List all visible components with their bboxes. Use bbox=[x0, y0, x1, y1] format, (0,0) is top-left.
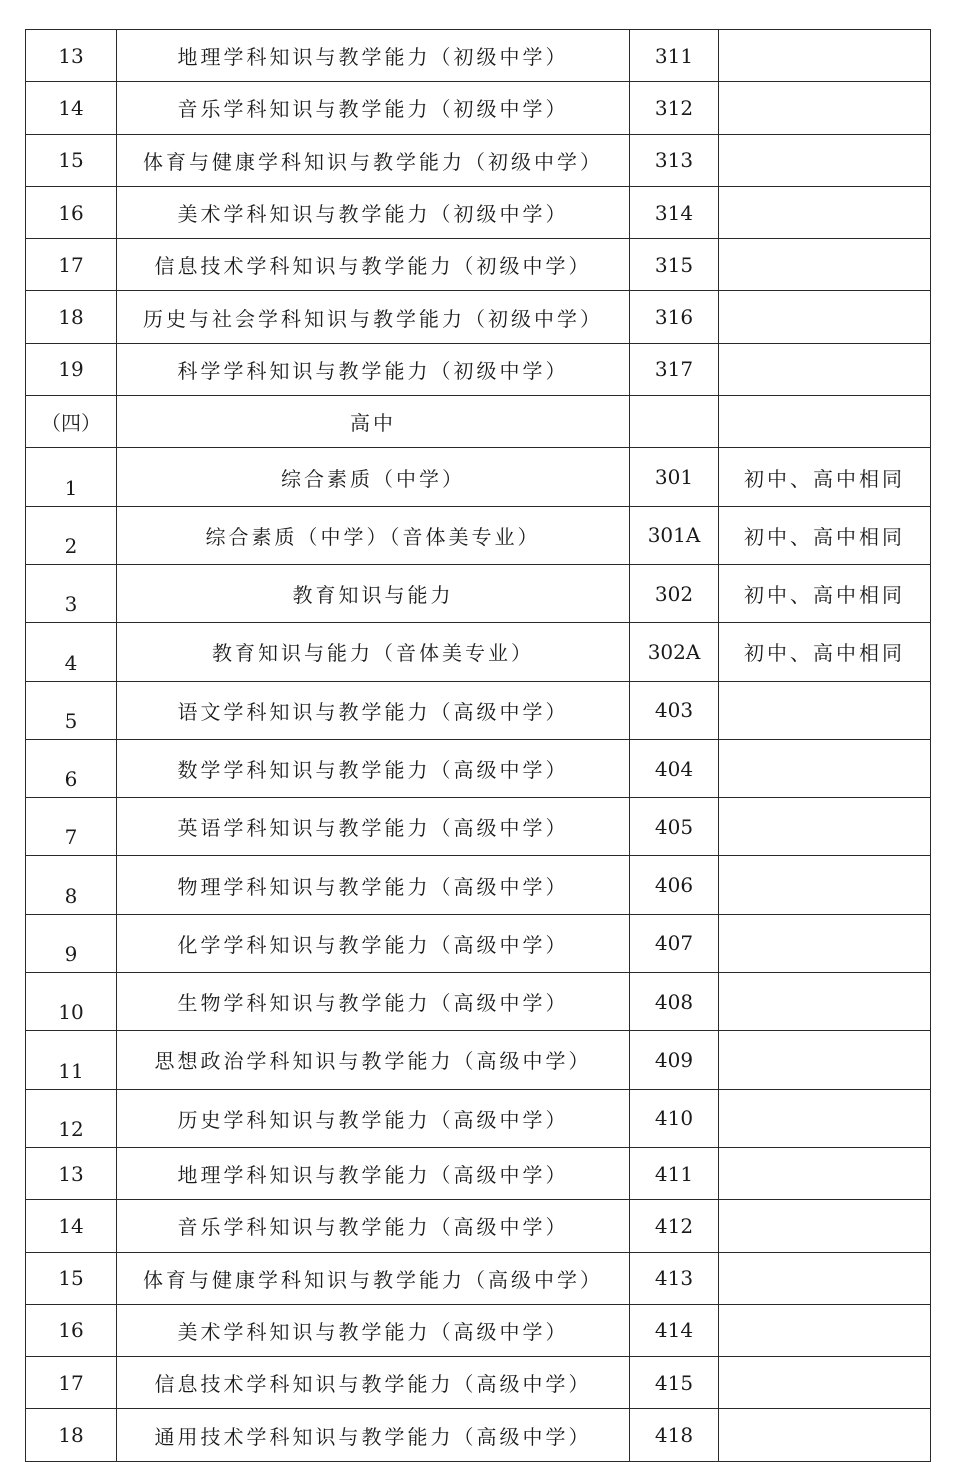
row-number: 7 bbox=[26, 798, 117, 856]
subject-name: 美术学科知识与教学能力（初级中学） bbox=[117, 186, 630, 238]
table-row bbox=[26, 973, 931, 1031]
remark: 初中、高中相同 bbox=[719, 448, 931, 506]
remark bbox=[719, 239, 931, 291]
table-row bbox=[26, 82, 931, 134]
subject-code: 418 bbox=[630, 1409, 719, 1461]
remark bbox=[719, 30, 931, 82]
subject-name: 科学学科知识与教学能力（初级中学） bbox=[117, 343, 630, 395]
remark bbox=[719, 1357, 931, 1409]
row-number: 2 bbox=[26, 506, 117, 564]
remark bbox=[719, 1304, 931, 1356]
row-number: 13 bbox=[26, 1147, 117, 1199]
table-row bbox=[26, 134, 931, 186]
subject-code: 409 bbox=[630, 1031, 719, 1089]
subject-code: 302A bbox=[630, 623, 719, 681]
table-row bbox=[26, 914, 931, 972]
subject-name: 英语学科知识与教学能力（高级中学） bbox=[117, 798, 630, 856]
table-row bbox=[26, 1147, 931, 1199]
remark bbox=[719, 739, 931, 797]
remark bbox=[719, 82, 931, 134]
row-number: 16 bbox=[26, 1304, 117, 1356]
row-number: 14 bbox=[26, 82, 117, 134]
row-number: 1 bbox=[26, 448, 117, 506]
subject-code: 301 bbox=[630, 448, 719, 506]
subject-name: 思想政治学科知识与教学能力（高级中学） bbox=[117, 1031, 630, 1089]
table-row bbox=[26, 1409, 931, 1461]
subject-name: 美术学科知识与教学能力（高级中学） bbox=[117, 1304, 630, 1356]
row-number: （四） bbox=[26, 396, 117, 448]
subject-code: 406 bbox=[630, 856, 719, 914]
table-row bbox=[26, 1200, 931, 1252]
remark bbox=[719, 856, 931, 914]
remark bbox=[719, 1147, 931, 1199]
subject-name: 体育与健康学科知识与教学能力（初级中学） bbox=[117, 134, 630, 186]
subject-code bbox=[630, 396, 719, 448]
subject-name: 教育知识与能力（音体美专业） bbox=[117, 623, 630, 681]
row-number: 4 bbox=[26, 623, 117, 681]
remark bbox=[719, 1089, 931, 1147]
subject-name: 语文学科知识与教学能力（高级中学） bbox=[117, 681, 630, 739]
remark bbox=[719, 681, 931, 739]
row-number: 16 bbox=[26, 186, 117, 238]
remark bbox=[719, 1252, 931, 1304]
subject-code: 415 bbox=[630, 1357, 719, 1409]
row-number: 6 bbox=[26, 739, 117, 797]
subject-code: 316 bbox=[630, 291, 719, 343]
table-row bbox=[26, 623, 931, 681]
remark bbox=[719, 973, 931, 1031]
subject-code: 411 bbox=[630, 1147, 719, 1199]
row-number: 19 bbox=[26, 343, 117, 395]
table-row bbox=[26, 30, 931, 82]
subject-name: 教育知识与能力 bbox=[117, 564, 630, 622]
subject-code: 315 bbox=[630, 239, 719, 291]
subject-name: 综合素质（中学）（音体美专业） bbox=[117, 506, 630, 564]
table-row bbox=[26, 1357, 931, 1409]
exam-subject-table bbox=[25, 29, 931, 1462]
subject-code: 405 bbox=[630, 798, 719, 856]
table-row bbox=[26, 681, 931, 739]
remark: 初中、高中相同 bbox=[719, 564, 931, 622]
row-number: 10 bbox=[26, 973, 117, 1031]
subject-name: 化学学科知识与教学能力（高级中学） bbox=[117, 914, 630, 972]
subject-name: 信息技术学科知识与教学能力（初级中学） bbox=[117, 239, 630, 291]
table-row bbox=[26, 564, 931, 622]
table-row bbox=[26, 1304, 931, 1356]
row-number: 12 bbox=[26, 1089, 117, 1147]
subject-name: 历史学科知识与教学能力（高级中学） bbox=[117, 1089, 630, 1147]
remark bbox=[719, 343, 931, 395]
subject-code: 314 bbox=[630, 186, 719, 238]
table-row bbox=[26, 448, 931, 506]
subject-code: 408 bbox=[630, 973, 719, 1031]
table-row bbox=[26, 739, 931, 797]
subject-code: 301A bbox=[630, 506, 719, 564]
row-number: 9 bbox=[26, 914, 117, 972]
table-row bbox=[26, 291, 931, 343]
subject-code: 317 bbox=[630, 343, 719, 395]
subject-name: 数学学科知识与教学能力（高级中学） bbox=[117, 739, 630, 797]
subject-name: 综合素质（中学） bbox=[117, 448, 630, 506]
subject-code: 414 bbox=[630, 1304, 719, 1356]
row-number: 15 bbox=[26, 134, 117, 186]
row-number: 8 bbox=[26, 856, 117, 914]
table-row bbox=[26, 396, 931, 448]
subject-name: 音乐学科知识与教学能力（初级中学） bbox=[117, 82, 630, 134]
subject-name: 生物学科知识与教学能力（高级中学） bbox=[117, 973, 630, 1031]
table-row bbox=[26, 343, 931, 395]
remark bbox=[719, 291, 931, 343]
row-number: 14 bbox=[26, 1200, 117, 1252]
row-number: 17 bbox=[26, 239, 117, 291]
subject-code: 407 bbox=[630, 914, 719, 972]
subject-name: 音乐学科知识与教学能力（高级中学） bbox=[117, 1200, 630, 1252]
row-number: 18 bbox=[26, 1409, 117, 1461]
subject-code: 312 bbox=[630, 82, 719, 134]
subject-name: 物理学科知识与教学能力（高级中学） bbox=[117, 856, 630, 914]
table-row bbox=[26, 856, 931, 914]
row-number: 5 bbox=[26, 681, 117, 739]
row-number: 15 bbox=[26, 1252, 117, 1304]
subject-code: 413 bbox=[630, 1252, 719, 1304]
table-row bbox=[26, 1031, 931, 1089]
remark: 初中、高中相同 bbox=[719, 506, 931, 564]
row-number: 17 bbox=[26, 1357, 117, 1409]
row-number: 11 bbox=[26, 1031, 117, 1089]
remark bbox=[719, 1200, 931, 1252]
remark bbox=[719, 1031, 931, 1089]
remark bbox=[719, 396, 931, 448]
subject-code: 302 bbox=[630, 564, 719, 622]
remark: 初中、高中相同 bbox=[719, 623, 931, 681]
subject-name: 通用技术学科知识与教学能力（高级中学） bbox=[117, 1409, 630, 1461]
subject-code: 311 bbox=[630, 30, 719, 82]
remark bbox=[719, 798, 931, 856]
subject-code: 404 bbox=[630, 739, 719, 797]
remark bbox=[719, 914, 931, 972]
subject-code: 410 bbox=[630, 1089, 719, 1147]
row-number: 18 bbox=[26, 291, 117, 343]
table-row bbox=[26, 798, 931, 856]
subject-name: 历史与社会学科知识与教学能力（初级中学） bbox=[117, 291, 630, 343]
subject-name: 地理学科知识与教学能力（初级中学） bbox=[117, 30, 630, 82]
subject-code: 403 bbox=[630, 681, 719, 739]
table-body bbox=[26, 30, 931, 1462]
subject-code: 313 bbox=[630, 134, 719, 186]
row-number: 3 bbox=[26, 564, 117, 622]
subject-name: 信息技术学科知识与教学能力（高级中学） bbox=[117, 1357, 630, 1409]
table-row bbox=[26, 186, 931, 238]
subject-name: 体育与健康学科知识与教学能力（高级中学） bbox=[117, 1252, 630, 1304]
table-row bbox=[26, 1252, 931, 1304]
remark bbox=[719, 186, 931, 238]
subject-name: 地理学科知识与教学能力（高级中学） bbox=[117, 1147, 630, 1199]
remark bbox=[719, 1409, 931, 1461]
table-row bbox=[26, 506, 931, 564]
table-row bbox=[26, 1089, 931, 1147]
table-row bbox=[26, 239, 931, 291]
row-number: 13 bbox=[26, 30, 117, 82]
remark bbox=[719, 134, 931, 186]
subject-name: 高中 bbox=[117, 396, 630, 448]
subject-code: 412 bbox=[630, 1200, 719, 1252]
